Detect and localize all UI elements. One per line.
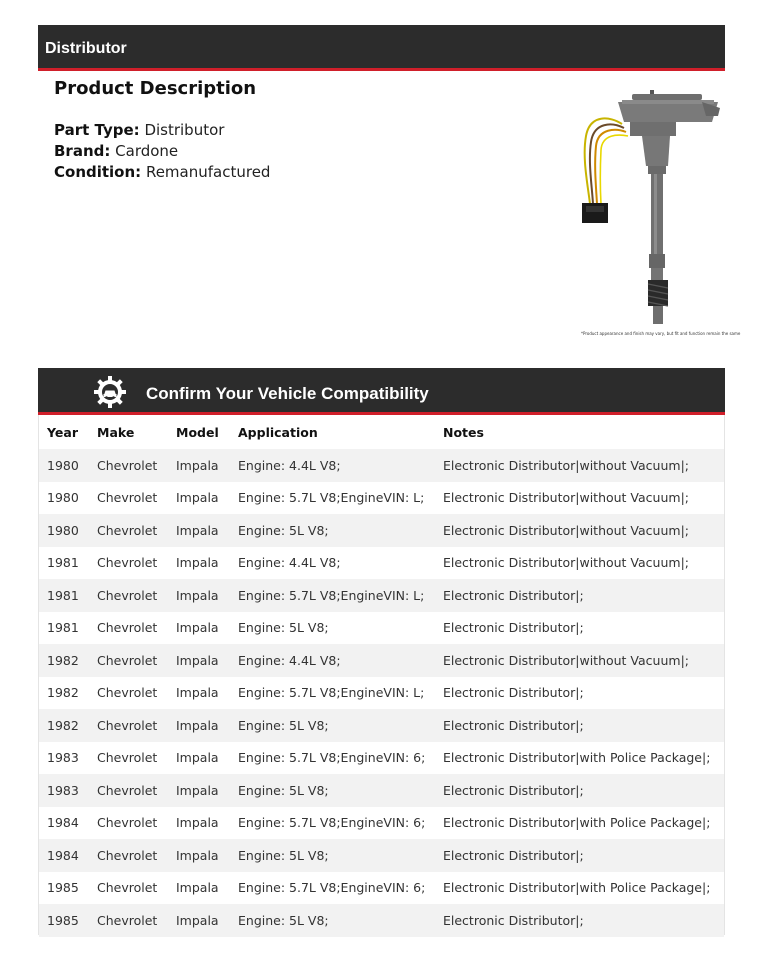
product-description-heading: Product Description [54,78,257,99]
cell-year: 1980 [39,449,89,482]
compatibility-header-bar [38,368,725,415]
cell-year: 1984 [39,839,89,872]
table-header-row [39,415,724,449]
cell-notes: Electronic Distributor|; [443,685,584,701]
table-row [39,742,724,775]
cell-model: Impala [176,620,219,636]
cell-year: 1981 [47,555,79,571]
spec-condition [54,163,270,181]
table-row [39,677,724,710]
cell-application: Engine: 5.7L V8;EngineVIN: L; [230,579,435,612]
cell-notes: Electronic Distributor|; [435,904,724,937]
cell-application: Engine: 4.4L V8; [230,449,435,482]
cell-notes: Electronic Distributor|; [435,839,724,872]
cell-year: 1982 [39,644,89,677]
spec-brand [54,142,178,160]
cell-notes: Electronic Distributor|with Police Package|; [443,750,711,766]
cell-notes: Electronic Distributor|without Vacuum|; [435,449,724,482]
cell-model: Impala [168,904,230,937]
cell-year: 1983 [39,774,89,807]
cell-year: 1985 [39,904,89,937]
table-row [39,579,724,612]
table-row [39,709,724,742]
cell-model: Impala [176,815,219,831]
column-header-model: Model [176,424,219,440]
cell-make: Chevrolet [89,839,168,872]
cell-make: Chevrolet [97,490,158,506]
cell-notes: Electronic Distributor|; [443,620,584,636]
cell-year: 1985 [47,880,79,896]
cell-notes: Electronic Distributor|; [435,579,724,612]
cell-model: Impala [176,880,219,896]
cell-notes: Electronic Distributor|; [435,774,724,807]
image-disclaimer: *Product appearance and finish may vary, but fit and function remain the same [581,331,741,336]
cell-year: 1980 [47,490,79,506]
cell-make: Chevrolet [89,904,168,937]
spec-part-type [54,121,224,139]
cell-notes: Electronic Distributor|without Vacuum|; [443,490,689,506]
cell-make: Chevrolet [97,815,158,831]
cell-make: Chevrolet [89,774,168,807]
cell-application: Engine: 5.7L V8;EngineVIN: 6; [238,750,426,766]
table-row [39,612,724,645]
cell-application: Engine: 5L V8; [230,904,435,937]
table-row [39,482,724,515]
cell-model: Impala [168,839,230,872]
cell-make: Chevrolet [89,449,168,482]
product-image [572,86,741,336]
cell-notes: Electronic Distributor|; [435,709,724,742]
spec-label: Brand: [54,142,111,160]
cell-year: 1984 [47,815,79,831]
cell-make: Chevrolet [97,620,158,636]
cell-application: Engine: 4.4L V8; [230,644,435,677]
cell-application: Engine: 5.7L V8;EngineVIN: 6; [238,815,426,831]
cell-model: Impala [168,644,230,677]
table-row [39,839,724,872]
cell-year: 1980 [39,514,89,547]
column-header-application: Application [238,424,318,440]
table-row [39,774,724,807]
column-header-notes: Notes [443,424,484,440]
cell-make: Chevrolet [89,579,168,612]
cell-notes: Electronic Distributor|with Police Package|; [443,880,711,896]
cell-model: Impala [176,555,219,571]
cell-application: Engine: 5L V8; [230,514,435,547]
compatibility-table [38,415,725,935]
cell-year: 1982 [47,685,79,701]
spec-value: Cardone [115,142,179,160]
cell-notes: Electronic Distributor|without Vacuum|; [435,514,724,547]
table-row [39,872,724,905]
cell-year: 1983 [47,750,79,766]
cell-application: Engine: 5.7L V8;EngineVIN: 6; [238,880,426,896]
cell-model: Impala [168,514,230,547]
table-row [39,807,724,840]
cell-model: Impala [176,750,219,766]
cell-application: Engine: 5L V8; [230,839,435,872]
gear-car-icon [92,374,128,410]
table-row [39,514,724,547]
cell-make: Chevrolet [97,880,158,896]
table-row [39,644,724,677]
table-row [39,547,724,580]
column-header-year: Year [47,424,78,440]
spec-value: Distributor [144,121,225,139]
cell-make: Chevrolet [97,750,158,766]
product-title: Distributor [45,40,127,57]
cell-year: 1981 [39,579,89,612]
cell-make: Chevrolet [97,685,158,701]
cell-model: Impala [168,709,230,742]
cell-application: Engine: 5.7L V8;EngineVIN: L; [238,490,425,506]
cell-notes: Electronic Distributor|with Police Package|; [443,815,711,831]
cell-notes: Electronic Distributor|without Vacuum|; [435,644,724,677]
cell-model: Impala [176,490,219,506]
cell-notes: Electronic Distributor|without Vacuum|; [443,555,689,571]
compatibility-title: Confirm Your Vehicle Compatibility [146,384,429,403]
spec-label: Part Type: [54,121,140,139]
table-row [39,449,724,482]
spec-value: Remanufactured [145,163,271,181]
cell-make: Chevrolet [89,644,168,677]
cell-application: Engine: 5.7L V8;EngineVIN: L; [238,685,425,701]
cell-application: Engine: 4.4L V8; [238,555,341,571]
cell-make: Chevrolet [97,555,158,571]
cell-application: Engine: 5L V8; [230,709,435,742]
cell-model: Impala [176,685,219,701]
cell-make: Chevrolet [89,709,168,742]
cell-application: Engine: 5L V8; [238,620,329,636]
cell-model: Impala [168,774,230,807]
column-header-make: Make [97,424,135,440]
cell-application: Engine: 5L V8; [230,774,435,807]
table-row [39,904,724,937]
cell-year: 1981 [47,620,79,636]
cell-make: Chevrolet [89,514,168,547]
product-header-bar [38,25,725,71]
cell-year: 1982 [39,709,89,742]
spec-label: Condition: [54,163,142,181]
cell-model: Impala [168,579,230,612]
cell-model: Impala [168,449,230,482]
